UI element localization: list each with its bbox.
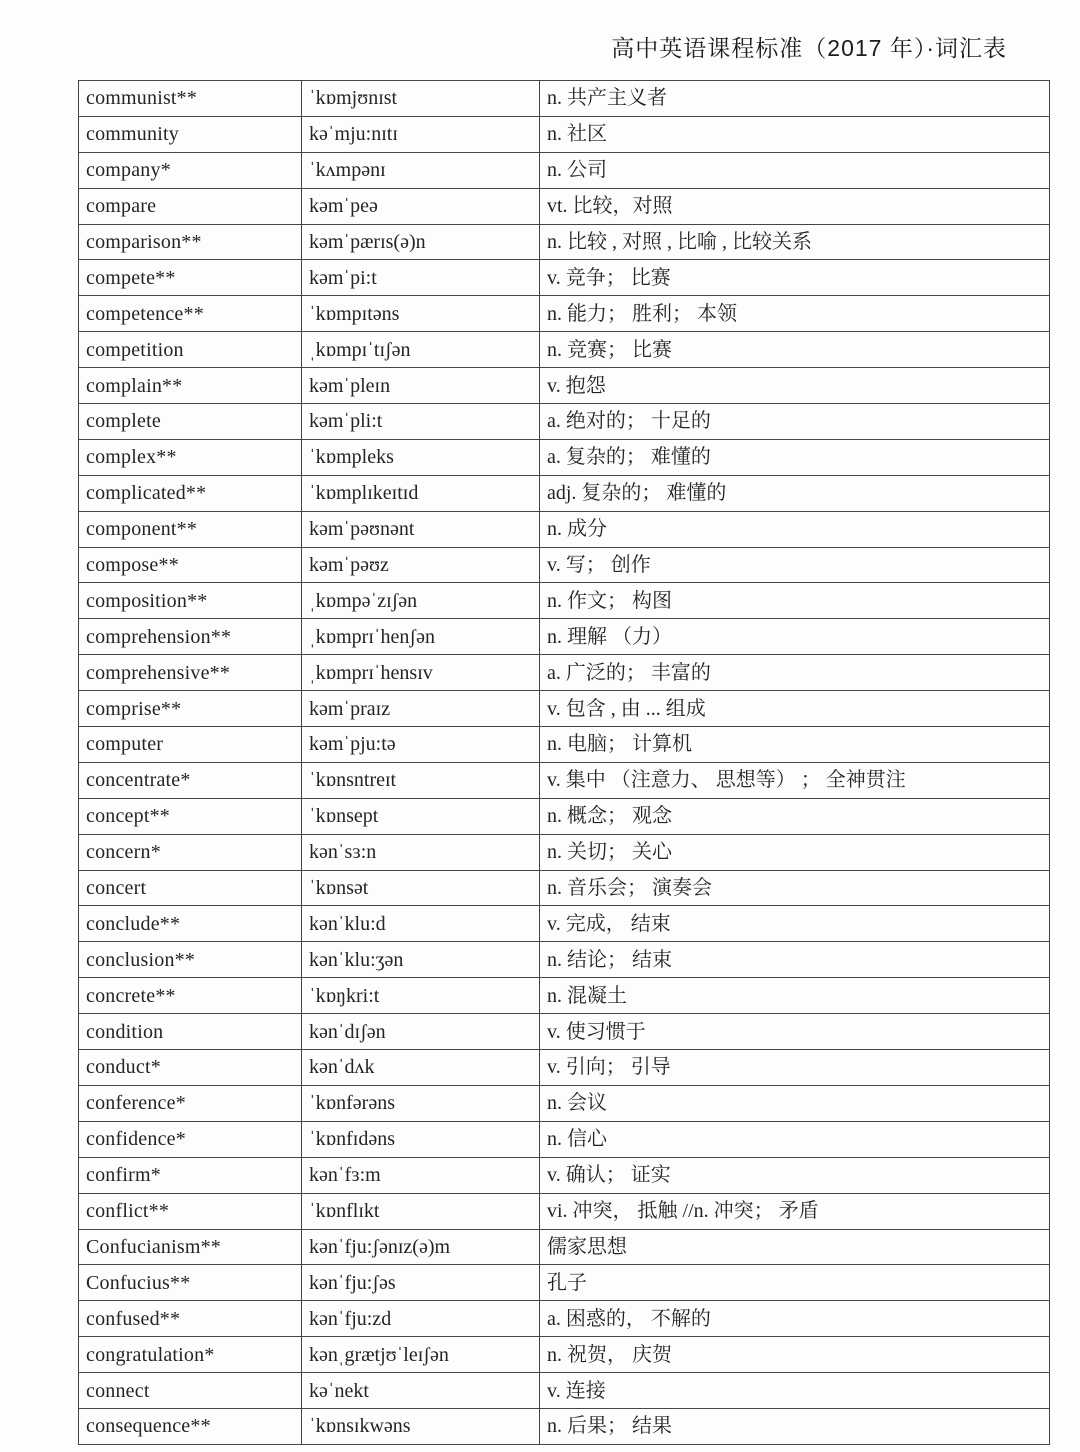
table-row [79, 296, 1050, 332]
phonetic-cell: ˌkɒmprɪˈhenʃən [302, 619, 540, 655]
word-cell: comprise** [79, 691, 302, 727]
table-row [79, 260, 1050, 296]
word-cell: communist** [79, 81, 302, 117]
table-row [79, 1373, 1050, 1409]
table-row [79, 1193, 1050, 1229]
table-row [79, 834, 1050, 870]
meaning-cell: 孔子 [540, 1265, 1050, 1301]
word-cell: conclusion** [79, 942, 302, 978]
phonetic-cell: ˈkɒnsɪkwəns [302, 1408, 540, 1444]
word-cell: congratulation* [79, 1337, 302, 1373]
meaning-cell: n. 作文； 构图 [540, 583, 1050, 619]
meaning-cell: n. 后果； 结果 [540, 1408, 1050, 1444]
phonetic-cell: kəmˈpærɪs(ə)n [302, 224, 540, 260]
table-row [79, 870, 1050, 906]
table-row [79, 1337, 1050, 1373]
meaning-cell: v. 抱怨 [540, 368, 1050, 404]
phonetic-cell: ˈkɒnflɪkt [302, 1193, 540, 1229]
meaning-cell: v. 集中 （注意力、 思想等） ； 全神贯注 [540, 762, 1050, 798]
phonetic-cell: ˈkɒmplɪkeɪtɪd [302, 475, 540, 511]
phonetic-cell: kəmˈpleɪn [302, 368, 540, 404]
meaning-cell: v. 竞争； 比赛 [540, 260, 1050, 296]
table-row [79, 116, 1050, 152]
phonetic-cell: ˈkɒŋkri:t [302, 978, 540, 1014]
phonetic-cell: kəmˈpraɪz [302, 691, 540, 727]
word-cell: Confucianism** [79, 1229, 302, 1265]
phonetic-cell: ˈkɒnfɪdəns [302, 1121, 540, 1157]
word-cell: conference* [79, 1085, 302, 1121]
phonetic-cell: kənˈklu:d [302, 906, 540, 942]
table-row [79, 1408, 1050, 1444]
meaning-cell: n. 能力； 胜利； 本领 [540, 296, 1050, 332]
word-cell: company* [79, 152, 302, 188]
meaning-cell: a. 绝对的； 十足的 [540, 404, 1050, 440]
phonetic-cell: kənˈfju:ʃəs [302, 1265, 540, 1301]
meaning-cell: a. 复杂的； 难懂的 [540, 439, 1050, 475]
phonetic-cell: ˈkɒnsət [302, 870, 540, 906]
table-row [79, 188, 1050, 224]
vocab-table [78, 80, 1050, 1445]
word-cell: computer [79, 727, 302, 763]
word-cell: complex** [79, 439, 302, 475]
word-cell: composition** [79, 583, 302, 619]
phonetic-cell: ˌkɒmpɪˈtɪʃən [302, 332, 540, 368]
word-cell: conclude** [79, 906, 302, 942]
table-row [79, 691, 1050, 727]
word-cell: confirm* [79, 1157, 302, 1193]
word-cell: confidence* [79, 1121, 302, 1157]
meaning-cell: a. 广泛的； 丰富的 [540, 655, 1050, 691]
table-row [79, 727, 1050, 763]
table-row [79, 1301, 1050, 1337]
phonetic-cell: kəmˈpəʊnənt [302, 511, 540, 547]
table-row [79, 619, 1050, 655]
phonetic-cell: kənˈklu:ʒən [302, 942, 540, 978]
table-row [79, 332, 1050, 368]
meaning-cell: v. 完成， 结束 [540, 906, 1050, 942]
phonetic-cell: kənˈfju:zd [302, 1301, 540, 1337]
word-cell: concern* [79, 834, 302, 870]
table-row [79, 404, 1050, 440]
word-cell: compose** [79, 547, 302, 583]
phonetic-cell: ˌkɒmpəˈzɪʃən [302, 583, 540, 619]
phonetic-cell: kəˈmju:nɪtɪ [302, 116, 540, 152]
phonetic-cell: kənˈdʌk [302, 1050, 540, 1086]
meaning-cell: n. 混凝土 [540, 978, 1050, 1014]
phonetic-cell: ˈkɒnsept [302, 798, 540, 834]
meaning-cell: n. 会议 [540, 1085, 1050, 1121]
phonetic-cell: kəmˈpi:t [302, 260, 540, 296]
table-row [79, 439, 1050, 475]
table-row [79, 224, 1050, 260]
table-row [79, 942, 1050, 978]
phonetic-cell: kənˈfju:ʃənɪz(ə)m [302, 1229, 540, 1265]
phonetic-cell: ˈkɒnsntreɪt [302, 762, 540, 798]
meaning-cell: n. 结论； 结束 [540, 942, 1050, 978]
meaning-cell: n. 社区 [540, 116, 1050, 152]
table-row [79, 1265, 1050, 1301]
phonetic-cell: ˈkɒnfərəns [302, 1085, 540, 1121]
meaning-cell: v. 连接 [540, 1373, 1050, 1409]
table-row [79, 762, 1050, 798]
meaning-cell: n. 竞赛； 比赛 [540, 332, 1050, 368]
phonetic-cell: kənˌgrætjʊˈleɪʃən [302, 1337, 540, 1373]
word-cell: compare [79, 188, 302, 224]
page-title: 高中英语课程标准（2017 年）·词汇表 [611, 35, 1007, 61]
meaning-cell: n. 关切； 关心 [540, 834, 1050, 870]
meaning-cell: n. 比较 , 对照 , 比喻 , 比较关系 [540, 224, 1050, 260]
word-cell: comprehensive** [79, 655, 302, 691]
meaning-cell: a. 困惑的， 不解的 [540, 1301, 1050, 1337]
meaning-cell: v. 引向； 引导 [540, 1050, 1050, 1086]
table-row [79, 655, 1050, 691]
word-cell: comprehension** [79, 619, 302, 655]
phonetic-cell: kəˈnekt [302, 1373, 540, 1409]
phonetic-cell: ˈkʌmpənɪ [302, 152, 540, 188]
meaning-cell: vt. 比较，对照 [540, 188, 1050, 224]
meaning-cell: n. 概念； 观念 [540, 798, 1050, 834]
meaning-cell: n. 音乐会； 演奏会 [540, 870, 1050, 906]
table-row [79, 583, 1050, 619]
table-row [79, 978, 1050, 1014]
word-cell: competition [79, 332, 302, 368]
meaning-cell: v. 使习惯于 [540, 1014, 1050, 1050]
word-cell: concrete** [79, 978, 302, 1014]
meaning-cell: v. 确认； 证实 [540, 1157, 1050, 1193]
word-cell: concentrate* [79, 762, 302, 798]
word-cell: conflict** [79, 1193, 302, 1229]
word-cell: concept** [79, 798, 302, 834]
word-cell: comparison** [79, 224, 302, 260]
phonetic-cell: ˈkɒmpleks [302, 439, 540, 475]
word-cell: conduct* [79, 1050, 302, 1086]
phonetic-cell: ˈkɒmjʊnɪst [302, 81, 540, 117]
word-cell: consequence** [79, 1408, 302, 1444]
word-cell: complain** [79, 368, 302, 404]
table-row [79, 1085, 1050, 1121]
meaning-cell: v. 写； 创作 [540, 547, 1050, 583]
phonetic-cell: kəmˈpəʊz [302, 547, 540, 583]
table-row [79, 906, 1050, 942]
word-cell: complicated** [79, 475, 302, 511]
page-header [73, 30, 1007, 63]
meaning-cell: vi. 冲突， 抵触 //n. 冲突； 矛盾 [540, 1193, 1050, 1229]
phonetic-cell: kənˈsɜ:n [302, 834, 540, 870]
table-row [79, 1229, 1050, 1265]
table-row [79, 547, 1050, 583]
phonetic-cell: kəmˈpli:t [302, 404, 540, 440]
word-cell: community [79, 116, 302, 152]
phonetic-cell: kənˈdɪʃən [302, 1014, 540, 1050]
table-row [79, 1014, 1050, 1050]
meaning-cell: adj. 复杂的； 难懂的 [540, 475, 1050, 511]
word-cell: complete [79, 404, 302, 440]
table-row [79, 475, 1050, 511]
meaning-cell: n. 共产主义者 [540, 81, 1050, 117]
table-row [79, 368, 1050, 404]
meaning-cell: n. 信心 [540, 1121, 1050, 1157]
meaning-cell: v. 包含 , 由 ... 组成 [540, 691, 1050, 727]
meaning-cell: 儒家思想 [540, 1229, 1050, 1265]
phonetic-cell: ˌkɒmprɪˈhensɪv [302, 655, 540, 691]
table-row [79, 81, 1050, 117]
phonetic-cell: ˈkɒmpɪtəns [302, 296, 540, 332]
phonetic-cell: kənˈfɜ:m [302, 1157, 540, 1193]
meaning-cell: n. 公司 [540, 152, 1050, 188]
table-row [79, 798, 1050, 834]
table-row [79, 152, 1050, 188]
phonetic-cell: kəmˈpju:tə [302, 727, 540, 763]
table-row [79, 1157, 1050, 1193]
table-row [79, 1121, 1050, 1157]
word-cell: compete** [79, 260, 302, 296]
word-cell: connect [79, 1373, 302, 1409]
meaning-cell: n. 理解 （力） [540, 619, 1050, 655]
meaning-cell: n. 电脑； 计算机 [540, 727, 1050, 763]
phonetic-cell: kəmˈpeə [302, 188, 540, 224]
table-row [79, 511, 1050, 547]
word-cell: confused** [79, 1301, 302, 1337]
word-cell: condition [79, 1014, 302, 1050]
meaning-cell: n. 成分 [540, 511, 1050, 547]
word-cell: competence** [79, 296, 302, 332]
word-cell: concert [79, 870, 302, 906]
word-cell: Confucius** [79, 1265, 302, 1301]
vocab-table-body [79, 81, 1050, 1445]
table-row [79, 1050, 1050, 1086]
word-cell: component** [79, 511, 302, 547]
meaning-cell: n. 祝贺， 庆贺 [540, 1337, 1050, 1373]
